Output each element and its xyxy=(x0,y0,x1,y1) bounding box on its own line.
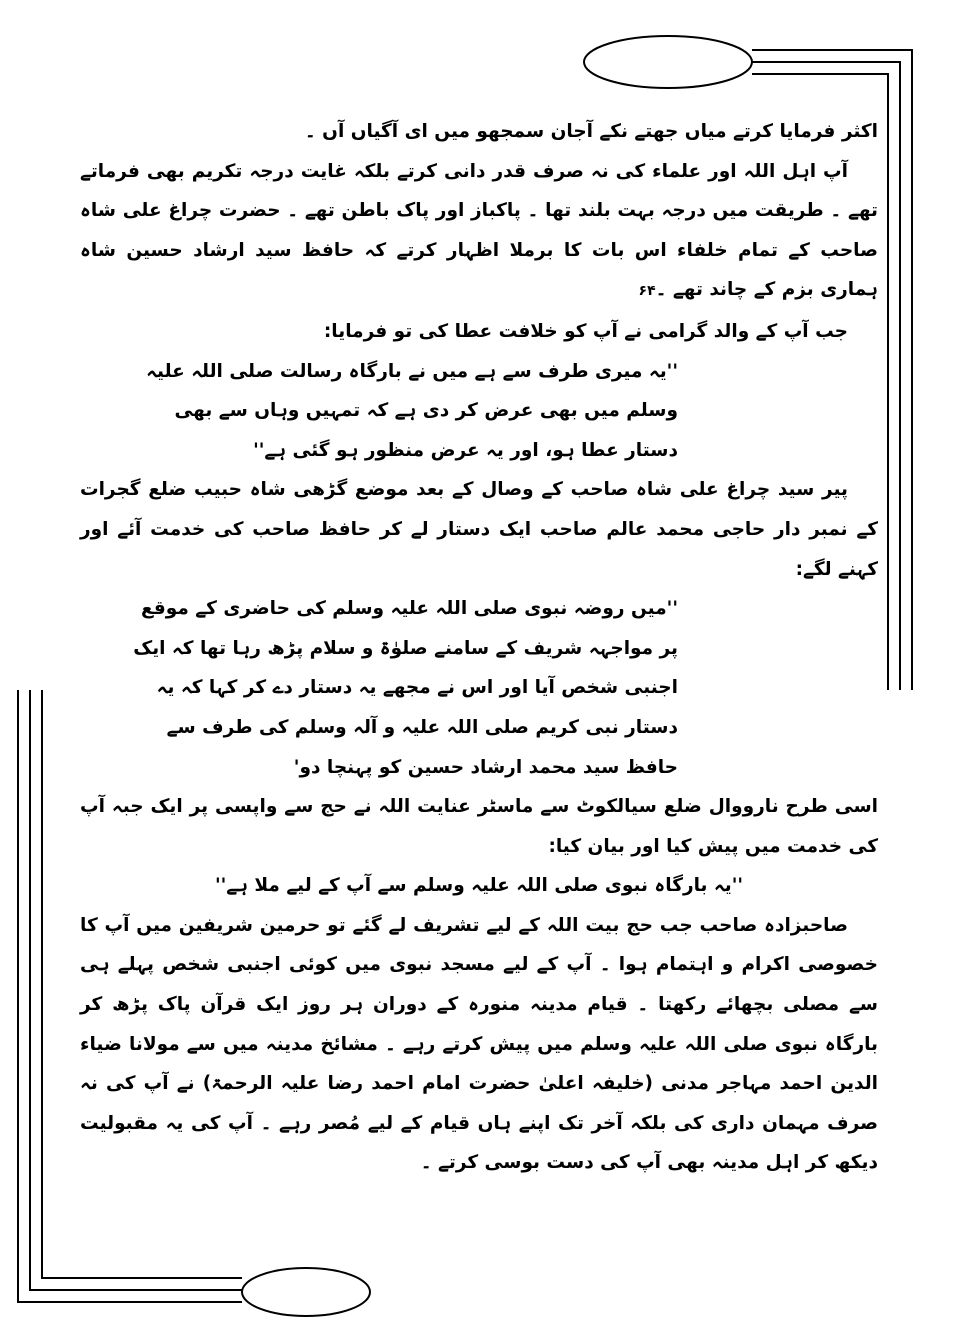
paragraph-2-text: آپ اہل اللہ اور علماء کی نہ صرف قدر دانی کرتے بلکہ غایت درجہ تکریم بھی فرماتے تھے ۔ طریقت میں درجہ بہت بلند تھا ۔ پاکباز اور پاک باطن تھے ۔ حضرت چراغ علی شاہ صاحب کے تمام خلفاء اس بات کا برملا اظہار کرتے کہ حافظ سید ارشاد حسین شاہ ہماری بزم کے چاند تھے ۔ xyxy=(80,160,878,301)
quote-3: ''یہ بارگاہ نبوی صلی اللہ علیہ وسلم سے آپ کے لیے ملا ہے'' xyxy=(214,875,744,897)
quote-1: ''یہ میری طرف سے ہے میں نے بارگاہ رسالت صلی اللہ علیہ وسلم میں بھی عرض کر دی ہے کہ تمہیں وہاں سے بھی دستار عطا ہو، اور یہ عرض منظور ہو گئی ہے'' xyxy=(146,360,678,461)
paragraph-5: اسی طرح نارووال ضلع سیالکوٹ سے ماسٹر عنایت اللہ نے حج سے واپسی پر ایک جبہ آپ کی خدمت میں پیش کیا اور بیان کیا: xyxy=(80,796,878,857)
main-text xyxy=(80,112,878,1183)
quote-2: ''میں روضہ نبوی صلی اللہ علیہ وسلم کی حاضری کے موقع پر مواجہہ شریف کے سامنے صلوٰۃ و سلام پڑھ رہا تھا کہ ایک اجنبی شخص آیا اور اس نے مجھے یہ دستار دے کر کہا کہ یہ دستار نبی کریم صلی اللہ علیہ و آلہ وسلم کی طرف سے حافظ سید محمد ارشاد حسین کو پہنچا دو' xyxy=(133,598,678,778)
paragraph-3: جب آپ کے والد گرامی نے آپ کو خلافت عطا کی تو فرمایا: xyxy=(323,320,848,342)
paragraph-6: صاحبزادہ صاحب جب حج بیت اللہ کے لیے تشریف لے گئے تو حرمین شریفین میں آپ کا خصوصی اکرام و اہتمام ہوا ۔ آپ کے لیے مسجد نبوی میں کوئی اجنبی شخص پہلے ہی سے مصلی بچھائے رکھتا ۔ قیام مدینہ منورہ کے دوران ہر روز ایک قرآن پاک پڑھ کر بارگاہ نبوی صلی اللہ علیہ وسلم میں پیش کرتے رہے ۔ مشائخ مدینہ میں سے مولانا ضیاء الدین احمد مہاجر مدنی (خلیفہ اعلیٰ حضرت امام احمد رضا علیہ الرحمۃ) نے آپ کی نہ صرف مہمان داری کی بلکہ آخر تک اپنے ہاں قیام کے لیے مُصر رہے ۔ آپ کی یہ مقبولیت دیکھ کر اہل مدینہ بھی آپ کی دست بوسی کرتے ۔ xyxy=(80,914,878,1174)
top-oval xyxy=(584,36,752,88)
paragraph-1: اکثر فرمایا کرتے میاں جھتے نکے آجان سمجھو میں ای آگیاں آں ۔ xyxy=(304,121,878,142)
paragraph-2 xyxy=(80,152,878,312)
bottom-oval xyxy=(242,1268,370,1316)
footnote-ref: ۶۴ xyxy=(638,283,656,300)
paragraph-4: پیر سید چراغ علی شاہ صاحب کے وصال کے بعد موضع گڑھی شاہ حبیب ضلع گجرات کے نمبر دار حاجی محمد عالم صاحب ایک دستار لے کر حافظ صاحب کی خدمت آئے اور کہنے لگے: xyxy=(80,479,878,580)
